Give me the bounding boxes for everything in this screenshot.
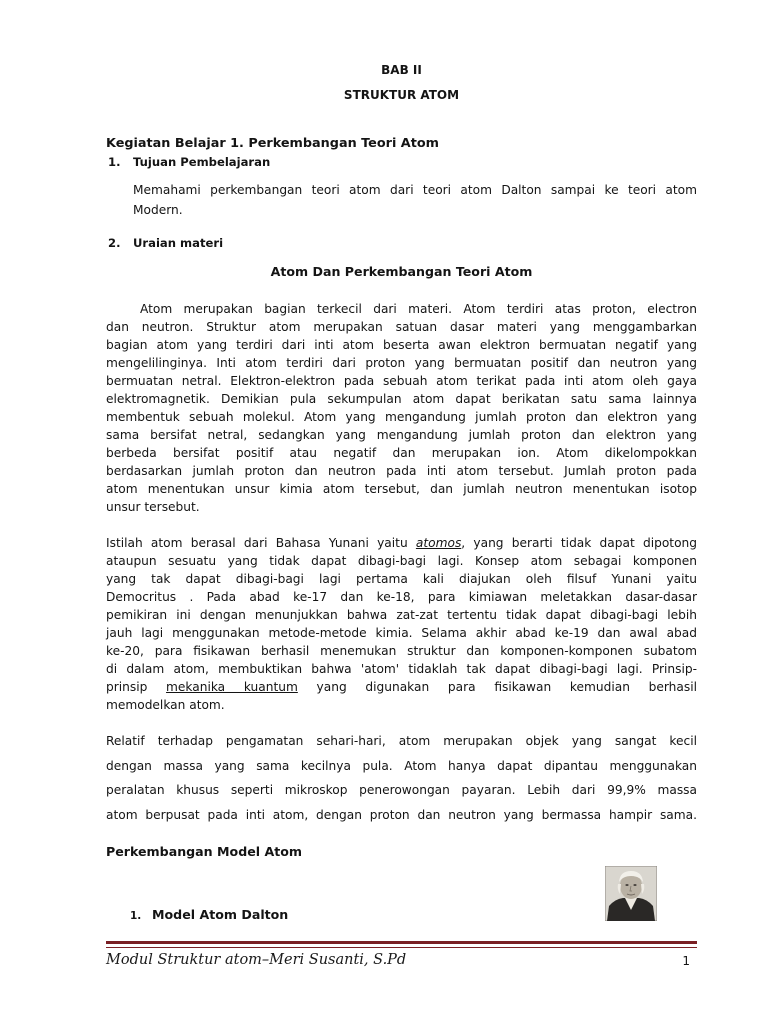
paragraph-line: atom berpusat pada inti atom, dengan proton dan neutron yang bermassa hampir sama.: [106, 807, 697, 822]
paragraph-1: [106, 300, 697, 516]
text-segment: prinsip: [106, 680, 167, 694]
atomos-link[interactable]: atomos: [415, 536, 462, 550]
section1-title: Tujuan Pembelajaran: [133, 155, 271, 169]
chapter-title: STRUKTUR ATOM: [343, 88, 460, 102]
paragraph-line: berbeda bersifat positif atau negatif dan merupakan ion. Atom dikelompokkan: [106, 446, 697, 460]
paragraph-line: jauh lagi menggunakan metode-metode kimia. Selama akhir abad ke-19 dan awal abad: [106, 626, 697, 640]
model-heading: Perkembangan Model Atom: [106, 844, 303, 859]
paragraph-line: [106, 534, 697, 552]
chapter-label: BAB II: [381, 63, 422, 77]
paragraph-line: elektromagnetik. Demikian pula sekumpulan atom dapat berikatan satu sama lainnya: [106, 392, 697, 406]
text-segment: yang digunakan para fisikawan kemudian berhasil: [297, 680, 697, 694]
paragraph-line: unsur tersebut.: [106, 500, 200, 514]
paragraph-line: Democritus . Pada abad ke-17 dan ke-18, para kimiawan meletakkan dasar-dasar: [106, 590, 697, 604]
mekanika-kuantum-link[interactable]: mekanika kuantum: [166, 680, 298, 694]
paragraph-line: pemikiran ini dengan menunjukkan bahwa zat-zat tertentu tidak dapat dibagi-bagi lebih: [106, 608, 697, 622]
paragraph-line: sama bersifat netral, sedangkan yang mengandung jumlah proton dan elektron yang: [106, 428, 697, 442]
subheading: Atom Dan Perkembangan Teori Atom: [270, 264, 533, 279]
footer-text: Modul Struktur atom–Meri Susanti, S.Pd: [106, 952, 407, 968]
footer-rule-thin: [106, 947, 697, 948]
footer-rule-thick: [106, 941, 697, 944]
portrait-image: [605, 866, 657, 921]
paragraph-line: mengelilinginya. Inti atom terdiri dari proton yang bermuatan positif dan neutron yang: [106, 356, 697, 370]
paragraph-line: Relatif terhadap pengamatan sehari-hari, atom merupakan objek yang sangat kecil: [106, 734, 697, 748]
paragraph-line: berdasarkan jumlah proton dan neutron pada inti atom tersebut. Jumlah proton pada: [106, 464, 697, 478]
paragraph-line: bermuatan netral. Elektron-elektron pada sebuah atom terikat pada inti atom oleh gaya: [106, 374, 697, 388]
section1-line: Modern.: [133, 203, 183, 217]
model1-title: Model Atom Dalton: [152, 907, 289, 922]
paragraph-line: dan neutron. Struktur atom merupakan satuan dasar materi yang menggambarkan: [106, 320, 697, 334]
page-number: 1: [682, 954, 690, 968]
paragraph-line: ke-20, para fisikawan berhasil menemukan struktur dan komponen-komponen subatom: [106, 644, 697, 658]
paragraph-line: ataupun sesuatu yang tidak dapat dibagi-bagi lagi. Konsep atom sebagai komponen: [106, 554, 697, 568]
paragraph-line: memodelkan atom.: [106, 698, 225, 712]
paragraph-line: membentuk sebuah molekul. Atom yang mengandung jumlah proton dan elektron yang: [106, 410, 697, 424]
section2-title: Uraian materi: [133, 236, 224, 250]
paragraph-line: yang tak dapat dibagi-bagi lagi pertama kali diajukan oleh filsuf Yunani yaitu: [106, 572, 697, 586]
paragraph-line: peralatan khusus seperti mikroskop penerowongan payaran. Lebih dari 99,9% massa: [106, 783, 697, 797]
section1-body: [133, 180, 697, 220]
paragraph-line: bagian atom yang terdiri dari inti atom beserta awan elektron bermuatan negatif yang: [106, 338, 697, 352]
paragraph-line: [106, 678, 697, 696]
section1-number: 1.: [108, 155, 121, 169]
dalton-portrait: [605, 866, 657, 921]
section1-line: Memahami perkembangan teori atom dari teori atom Dalton sampai ke teori atom: [133, 183, 697, 197]
paragraph-line: dengan massa yang sama kecilnya pula. Atom hanya dapat dipantau menggunakan: [106, 758, 697, 773]
paragraph-3: [106, 729, 697, 827]
paragraph-line: atom menentukan unsur kimia atom tersebut, dan jumlah neutron menentukan isotop: [106, 482, 697, 496]
paragraph-line: Atom merupakan bagian terkecil dari materi. Atom terdiri atas proton, electron: [140, 302, 697, 316]
paragraph-line: di dalam atom, membuktikan bahwa 'atom' tidaklah tak dapat dibagi-bagi lagi. Prinsip-: [106, 662, 697, 676]
text-segment: Istilah atom berasal dari Bahasa Yunani yaitu: [106, 536, 416, 550]
text-segment: , yang berarti tidak dapat dipotong: [461, 536, 697, 550]
paragraph-2: [106, 534, 697, 714]
model1-number: 1.: [130, 910, 142, 922]
activity-heading: Kegiatan Belajar 1. Perkembangan Teori Atom: [106, 136, 439, 151]
section2-number: 2.: [108, 236, 121, 250]
